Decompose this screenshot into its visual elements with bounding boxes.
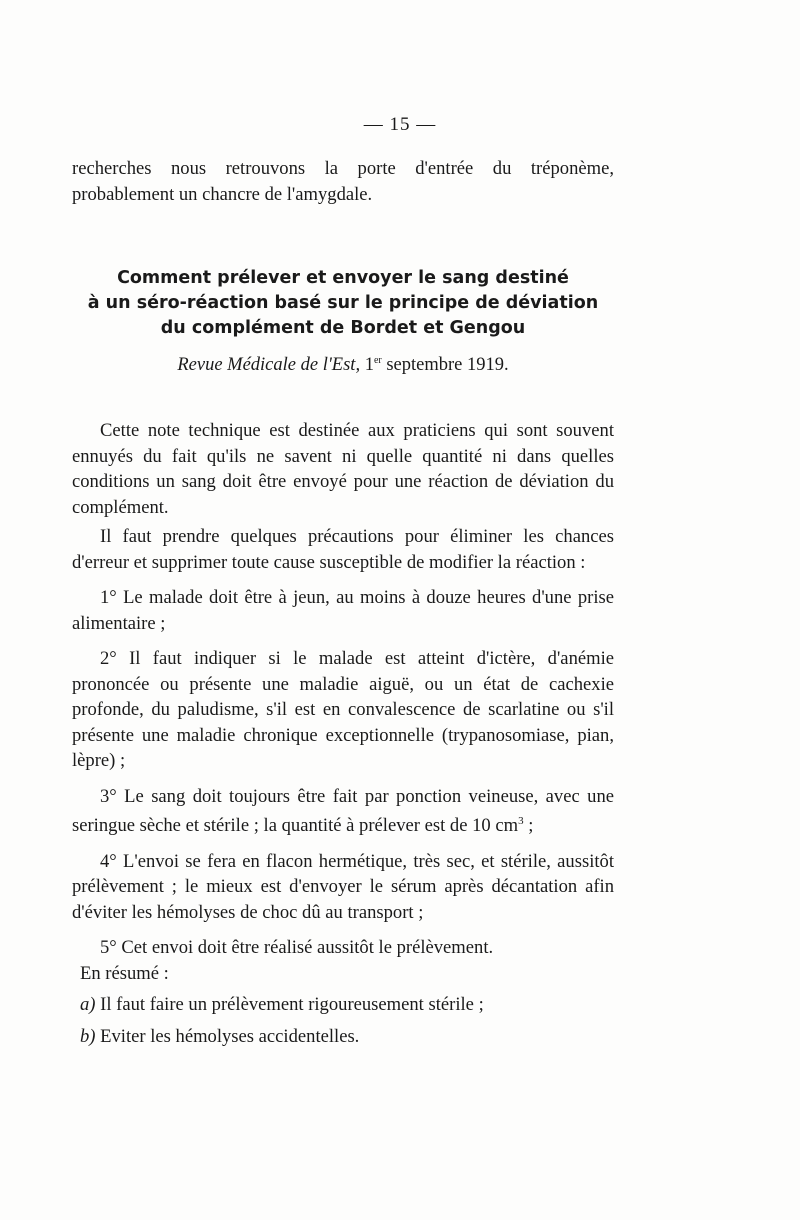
continued-paragraph <box>72 156 614 207</box>
list-item <box>72 784 614 839</box>
list-item-superscript: 3 <box>518 815 524 827</box>
article-body <box>72 418 614 1049</box>
citation-day-suffix: er <box>373 355 382 366</box>
summary-point-label: b) <box>80 1025 96 1047</box>
page-number: — 15 — <box>363 114 437 135</box>
summary-point <box>72 1024 614 1050</box>
list-item: 2° Il faut indiquer si le malade est atteint d'ictère, d'anémie prononcée ou présente une maladie aiguë, ou un état de cachexie profonde, du paludisme, s'il est en convalescence de scarlatine ou s'il présente une maladie chronique exceptionnelle (trypanosomiase, pian, lèpre) ; <box>72 648 614 771</box>
citation-day: 1 <box>364 355 374 375</box>
summary-point <box>72 992 614 1018</box>
list-item: 4° L'envoi se fera en flacon hermétique, très sec, et stérile, aussitôt prélèvement ; le mieux est d'envoyer le sérum après décantation afin d'éviter les hémolyses de choc dû au transport ; <box>72 850 614 923</box>
article-title-line: à un séro-réaction basé sur le principe de déviation <box>87 293 599 313</box>
list-item-end: ; <box>523 815 534 836</box>
list-item: 1° Le malade doit être à jeun, au moins à douze heures d'une prise alimentaire ; <box>72 587 614 634</box>
article-title-line: du complément de Bordet et Gengou <box>160 318 526 338</box>
article-title-line: Comment prélever et envoyer le sang destiné <box>117 268 569 288</box>
summary-point-text: Eviter les hémolyses accidentelles. <box>95 1025 360 1047</box>
continued-paragraph-text: recherches nous retrouvons la porte d'entrée du tréponème, probablement un chancre de l'amygdale. <box>72 158 614 205</box>
summary-point-label: a) <box>80 994 96 1015</box>
summary-heading: En résumé : <box>80 962 169 984</box>
citation-journal: Revue Médicale de l'Est, <box>177 355 361 375</box>
intro-paragraph: Cette note technique est destinée aux praticiens qui sont souvent ennuyés du fait qu'ils ne savent ni quelle quantité ni dans quelles conditions un sang doit être envoyé pour une réaction de déviation du complément. <box>72 420 614 518</box>
list-item-text: 3° Le sang doit toujours être fait par ponction veineuse, avec une seringue sèche et stérile ; la quantité à prélever est de 10 cm <box>72 785 614 836</box>
citation-date: septembre 1919. <box>386 355 509 375</box>
article-citation <box>72 349 614 377</box>
list-item: 5° Cet envoi doit être réalisé aussitôt le prélèvement. <box>100 937 494 958</box>
summary-point-text: Il faut faire un prélèvement rigoureusement stérile ; <box>95 994 484 1015</box>
precautions-paragraph: Il faut prendre quelques précautions pour éliminer les chances d'erreur et supprimer toute cause susceptible de modifier la réaction : <box>72 526 614 573</box>
article-title <box>72 266 614 341</box>
